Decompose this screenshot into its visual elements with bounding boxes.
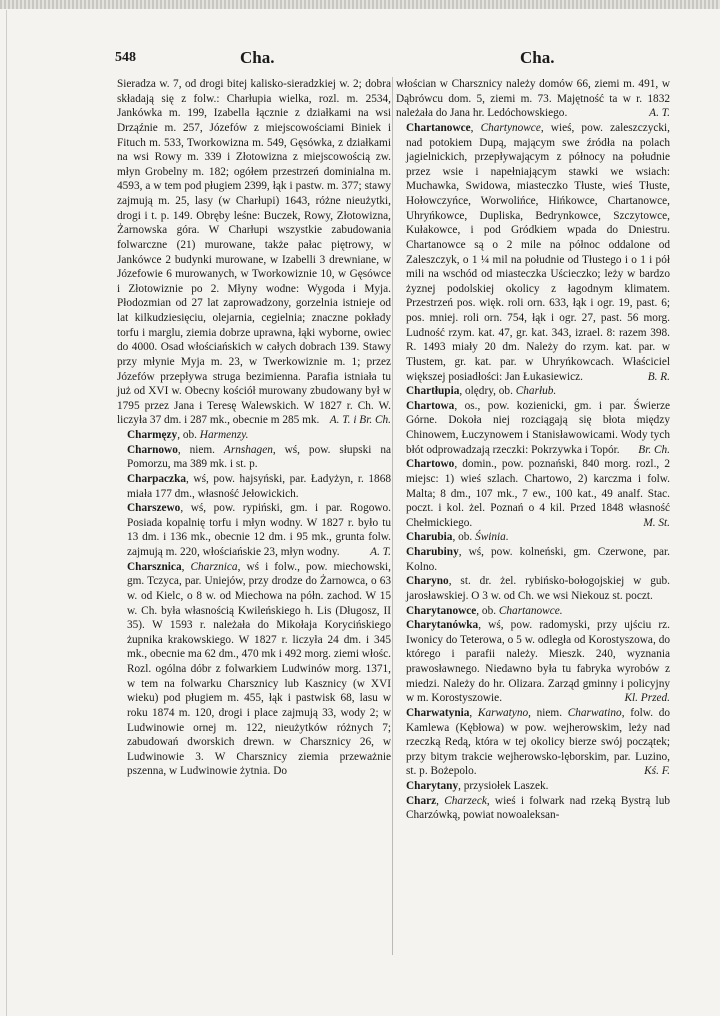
headword: Charsznica	[127, 560, 182, 573]
author-signature: B. R.	[647, 370, 670, 383]
running-head-left: Cha.	[240, 48, 275, 67]
entry-charmezy	[117, 428, 391, 443]
entry-text: , wś, pow. hajsyński, par. Ładyżyn, r. 1868 miała 177 dm., własność Jełowickich.	[127, 472, 391, 500]
headword: Charwatynia	[406, 706, 470, 719]
entry-text: ,	[436, 794, 445, 807]
headword: Charz	[406, 794, 437, 807]
cross-reference: Chartanowce.	[498, 604, 563, 617]
entry-text: , wś, pow. rypiński, gm. i par. Rogowo. Posiada kopalnię torfu i młyn wodny. W 1827 r. było tu 13 dm. i 136 mk., obecnie 12 dm. i 95 mk., grunta folw. zajmują m. 220, włościańskie 23, młyn wodny.	[127, 502, 391, 558]
entry-continuation-left	[117, 77, 391, 428]
column-divider	[392, 77, 393, 955]
headword: Chartowo	[406, 458, 455, 471]
cross-reference: Harmenzy.	[199, 429, 249, 441]
author-signature: A. T.	[649, 107, 670, 120]
entry-text: , wieś, pow. zaleszczycki, nad potokiem Dupą, mającym swe źródła na polach jagielnickich, przepływającym z północy na południe przez wsie i napełniającym stawki we wsiach: Muchawka, Swidowa, miasteczko Tłuste, wieś Tłuste, Hołowczyńce, Worwolińce, Hińkowce, Chartanowce, Uhryńkowce, Dupliska, Bedrynkowce, Szczytowce, Kułakowce, i pod Gródkiem wpada do Dniestru. Chartanowce są o 2 mile na północ oddalone od Zaleszczyk, o 1 ¼ mil na południe od Tłustego i o 1 i pół mili na wschód od miasteczka Uścieczko; leży w bardzo żyznej podolskiej okolicy z łagodnym klimatem. Przestrzeń pos. więk. roli orn. 633, łąk i ogr. 19, past. 6; pos. mniej. roli orn. 754, łąk i ogr. 27, past. 56 morg. Ludność rzym. kat. 47, gr. kat. 343, izrael. 8: razem 398. R. 1493 miały 20 dm. Należy do rzym. kat. par. w Tłustem, gr. kat. par. w Uhryńkowcach. Właściciel większej posiadłości: Jan Łukasiewicz.	[406, 121, 670, 383]
entry-text: , niem.	[177, 443, 224, 456]
entry-charz	[396, 794, 670, 823]
headword: Charmęzy	[127, 429, 178, 441]
headword: Charubiny	[406, 546, 459, 558]
page-number: 548	[115, 50, 136, 65]
scan-left-edge	[6, 10, 7, 1016]
entry-charpaczka	[117, 472, 391, 501]
headword: Chartanowce	[406, 121, 471, 134]
variant-name: Charznica	[190, 560, 238, 573]
author-signature: A. T.	[370, 546, 391, 558]
entry-text: , st. dr. żel. rybińsko-bołogojskiej w gub. jarosławskiej. O 3 w. od Ch. we wsi Niekouz st. poczt.	[406, 575, 670, 602]
headword: Charpaczka	[127, 472, 186, 485]
entry-text: włościan w Charsznicy należy domów 66, ziemi m. 491, w Dąbrówcu dom. 5, ziemi m. 73. Majętność ta w r. 1832 należała do Jana hr. Ledóchowskiego.	[396, 78, 670, 120]
entry-charyno	[396, 574, 670, 603]
headword: Charytanowce	[406, 604, 477, 617]
headword: Chartłupia	[406, 385, 460, 398]
entry-text: , niem.	[528, 706, 568, 719]
variant-name: Arnshagen	[223, 443, 273, 456]
right-column	[396, 77, 670, 823]
headword: Chartowa	[406, 399, 455, 412]
entry-text: , wieś i folwark nad rzeką Bystrą lub Charzówką, powiat nowoaleksan-	[406, 794, 670, 822]
entry-text: , olędry, ob.	[459, 385, 516, 398]
entry-charubia	[396, 530, 670, 545]
cross-reference: Świnia.	[475, 531, 509, 544]
scan-top-border	[0, 0, 720, 9]
entry-text: , wś, pow. radomyski, przy ujściu rz. Iwonicy do Teterowa, o 5 w. odległa od Korostyszowa, do którego i parafii należy. Mieszk. 240, wyznania prawosławnego. Niedawno była tu fabryka wyrobów z miedzi. Należy do hr. Olizara. Zarząd gminny i policyjny w m. Korostyszowie.	[406, 619, 670, 705]
headword: Charszewo	[127, 502, 181, 515]
entry-charsznica	[117, 560, 391, 779]
entry-chartowo	[396, 457, 670, 530]
entry-text: , domin., pow. poznański, 840 morg. rozl., 2 miejsc: 1) wieś szlach. Chartowo, 2) karczma i folw. Malta; 8 dm., 107 mk., 7 ew., 100 kat., 49 analf. Stac. poczt. i kol. żel. Poznań o 4 kil. Przed 1848 własność Chełmickiego.	[406, 458, 670, 529]
entry-chartlupia	[396, 384, 670, 399]
entry-charytany	[396, 779, 670, 794]
headword: Charyno	[406, 575, 449, 588]
entry-text: , przysiołek Laszek.	[458, 780, 549, 792]
author-signature: Kl. Przed.	[624, 692, 670, 705]
entry-chartowa	[396, 399, 670, 458]
headword: Charytany	[406, 780, 459, 792]
headword: Charubia	[406, 531, 453, 544]
entry-charszewo	[117, 501, 391, 560]
author-signature: Kś. F.	[644, 765, 670, 778]
entry-text: , wś, pow. słupski na Pomorzu, ma 389 mk. i st. p.	[127, 443, 391, 471]
running-head-right: Cha.	[520, 48, 555, 67]
headword: Charnowo	[127, 443, 178, 456]
author-signature: M. St.	[643, 516, 670, 529]
variant-name: Chartynowce	[480, 121, 541, 134]
entry-charwatynia	[396, 706, 670, 779]
entry-text: , ob.	[476, 604, 499, 617]
entry-text: ,	[181, 560, 191, 573]
author-signature: Br. Ch.	[638, 443, 670, 456]
variant-name: Charzeck	[444, 794, 487, 807]
entry-charnowo	[117, 443, 391, 472]
entry-text: ,	[470, 121, 481, 134]
entry-charubiny	[396, 545, 670, 574]
entry-text: ,	[469, 706, 478, 719]
entry-charytanowce	[396, 604, 670, 619]
entry-text: , ob.	[177, 429, 200, 441]
entry-text: , folw. do Kamlewa (Kębłowa) w pow. wejherowskim, leży nad rzeczką Redą, która w tej okolicy bierze swój początek; przy bitym trakcie wejherowsko-lęborskim, par. Luzino, st. p. Bożepolo.	[406, 706, 670, 778]
author-signature: A. T. i Br. Ch.	[329, 414, 391, 427]
entry-chartanowce	[396, 121, 670, 384]
entry-text: , wś, pow. kolneński, gm. Czerwone, par. Kolno.	[406, 546, 670, 573]
entry-text: , os., pow. kozienicki, gm. i par. Świerze Górne. Dokoła niej rozciągają się błota między Chinowem, Łuczynowem i Stanisławowicami. Wody tych błót odprowadzają rzeczki: Pokrzywka i Topór.	[406, 399, 670, 456]
entry-text: , ob.	[452, 531, 476, 544]
entry-text: Sieradza w. 7, od drogi bitej kalisko-sieradzkiej w. 2; dobra składają się z folw.: Charłupia wielka, rozl. m. 2534, Jankówka m. 199, Izabella łącznie z działkami na wsi Drząźnie m. 257, Józefów z miejscowościami Biniek i Fituch m. 533, Tworkowizna m. 549, Gęsówka, z działkami na wsi Rowy m. 339 i Złotowizna z miejscowością zw. młyn Grobelny m. 182; ogółem przestrzeń dominialna m. 4593, a w tem pod pługiem 2399, łąk i pastw. m. 377; stawy zajmują m. 25, lasy (w Charłupi) 1643, różne nieużytki, drogi i t. p. 149. Obręby leśne: Buczek, Rowy, Złotowizna, Żarnowska góra. W Charłupi wszystkie zabudowania folwarczne (21) murowane, także pałac piętrowy, w Jankówce 2 budynki murowane, w Izabelli 3 drewniane, w Józefowie 6 murowanych, w Tworkowiznie 10, w Gęsówce i Złotowiznie po 2. Młyny wodne: Wygoda i Myja. Płodozmian od 27 lat zaprowadzony, gorzelnia istnieje od lat kilkudziesięciu, olejarnia, cegielnia; znaczne pokłady torfu i marglu, ziemia dobrze uprawna, łąki wyborne, owiec do 4000. Osad włościańskich w całych dobrach 139. Stawy przy młynie Myja m. 23, w Twerkowiznie m. 1; przez Józefów przepływa struga bezimienna. Parafia istniała tu już od XVI w. Obecny kościół murowany zbudowany był w 1795 przez Jana i Teresę Walewskich. W 1827 r. Ch. W. liczyła 37 dm. i 287 mk., obecnie m 285 mk.	[117, 78, 391, 427]
entry-charytanowka	[396, 618, 670, 706]
variant-name: Charwatino	[567, 706, 622, 719]
headword: Charytanówka	[406, 619, 479, 632]
variant-name: Karwatyno	[477, 706, 529, 719]
page-header	[115, 50, 670, 68]
cross-reference: Charłub.	[515, 385, 557, 398]
left-column	[117, 77, 391, 779]
entry-text: , wś i folw., pow. miechowski, gm. Tczyca, par. Uniejów, przy drodze do Żarnowca, o 63 w. od Kielc, o 8 w. od Miechowa na półn. zachod. W 15 w. Ch. była własnością Kwileńskiego h. Lis (Długosz, II 35). W 1593 r. należała do Mikołaja Korycińskiego żupnika krakowskiego. W 1827 r. liczyła 24 dm. i 345 mk., obecnie ma 62 dm., 470 mk i 492 morg. ziemi włośc. Rozl. ogólna dóbr z folwarkiem Ludwinów morg. 1371, w tem na folwarku Charsznicy lub Kasznicy (w XVI wieku) pod pługiem m. 455, łąk i pastwisk 68, lasu w roku 1874 m. 120, drogi i place zajmują 33, wody 2; w Ludwinowie ornej m. 122, nieużytków różnych 7; zabudowań dworskich drewn. w Charsznicy 26, w Ludwinowie 3. W Charsznicy ziemia przeważnie pszenna, w Ludwinowie żytnia. Do	[127, 560, 391, 778]
entry-continuation-right	[396, 77, 670, 121]
